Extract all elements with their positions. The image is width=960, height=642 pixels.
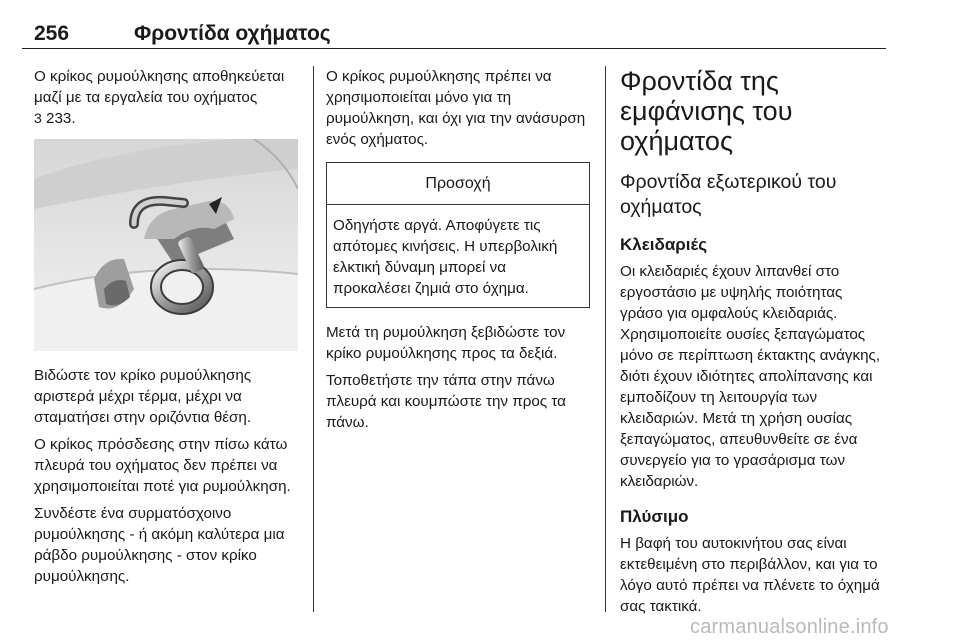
column-right (620, 66, 888, 623)
page-number: 256 (34, 22, 70, 45)
watermark: carmanualsonline.info (690, 616, 889, 638)
page-header (22, 14, 886, 49)
cap-installation-text: Τοποθετήστε την τάπα στην πάνω πλευρά και κουμπώστε την προς τα πάνω. (326, 372, 566, 431)
reference-page[interactable]: 233. (46, 110, 76, 127)
column-middle (326, 66, 596, 439)
locks-text: Οι κλειδαριές έχουν λιπανθεί στο εργοστάσιο με υψηλής ποιότητας γράσο για ομφαλούς κλειδαριάς. Χρησιμοποιείτε ουσίες ξεπαγώματος μόνο σε περίπτωση έκτακτης ανάγκης, διότι έχουν ιδιότητες απολίπανσης και εμποδίζουν τη λειτουργία των κλειδαριών. Μετά τη χρήση ουσίας ξεπαγώματος, απευθυνθείτε σε ένα συνεργείο για το γρασάρισμα των κλειδαριών. (620, 263, 881, 490)
washing-heading: Πλύσιμο (620, 507, 689, 526)
washing-text: Η βαφή του αυτοκινήτου σας είναι εκτεθειμένη στο περιβάλλον, και για το λόγο αυτό πρέπει να πλένετε το όχημά σας τακτικά. (620, 535, 880, 615)
reference-arrow-icon: 3 (34, 110, 42, 126)
towing-usage-text: Ο κρίκος ρυμούλκησης πρέπει να χρησιμοποιείται μόνο για τη ρυμούλκηση, και όχι για την ανάσυρση ενός οχήματος. (326, 68, 586, 148)
intro-text: Ο κρίκος ρυμούλκησης αποθηκεύεται μαζί με τα εργαλεία του οχήματος (34, 68, 285, 106)
section-heading: Φροντίδα της εμφάνισης του οχήματος (620, 66, 793, 156)
column-divider (313, 66, 314, 612)
column-left (34, 66, 302, 593)
intro-paragraph (34, 66, 302, 129)
column-divider (605, 66, 606, 612)
subsection-heading: Φροντίδα εξωτερικού του οχήματος (620, 171, 837, 218)
after-towing-text: Μετά τη ρυμούλκηση ξεβιδώστε τον κρίκο ρυμούλκησης προς τα δεξιά. (326, 324, 566, 362)
caution-text: Οδηγήστε αργά. Αποφύγετε τις απότομες κινήσεις. Η υπερβολική ελκτική δύναμη μπορεί να προκαλέσει ζημιά στο όχημα. (333, 217, 558, 297)
page-title: Φροντίδα οχήματος (134, 22, 331, 45)
instruction-rear-eye-warning: Ο κρίκος πρόσδεσης στην πίσω κάτω πλευρά του οχήματος δεν πρέπει να χρησιμοποιείται ποτέ για ρυμούλκηση. (34, 436, 291, 495)
caution-title: Προσοχή (327, 163, 589, 205)
caution-box (326, 162, 590, 308)
instruction-screw-in: Βιδώστε τον κρίκο ρυμούλκησης αριστερά μέχρι τέρμα, μέχρι να σταματήσει στην οριζόντια θέση. (34, 367, 252, 426)
locks-heading: Κλειδαριές (620, 235, 708, 254)
towing-eye-illustration (34, 139, 298, 351)
towing-eye-icon (34, 139, 298, 351)
instruction-connect-rope: Συνδέστε ένα συρματόσχοινο ρυμούλκησης - ή ακόμη καλύτερα μια ράβδο ρυμούλκησης - στον κρίκο ρυμούλκησης. (34, 505, 285, 585)
